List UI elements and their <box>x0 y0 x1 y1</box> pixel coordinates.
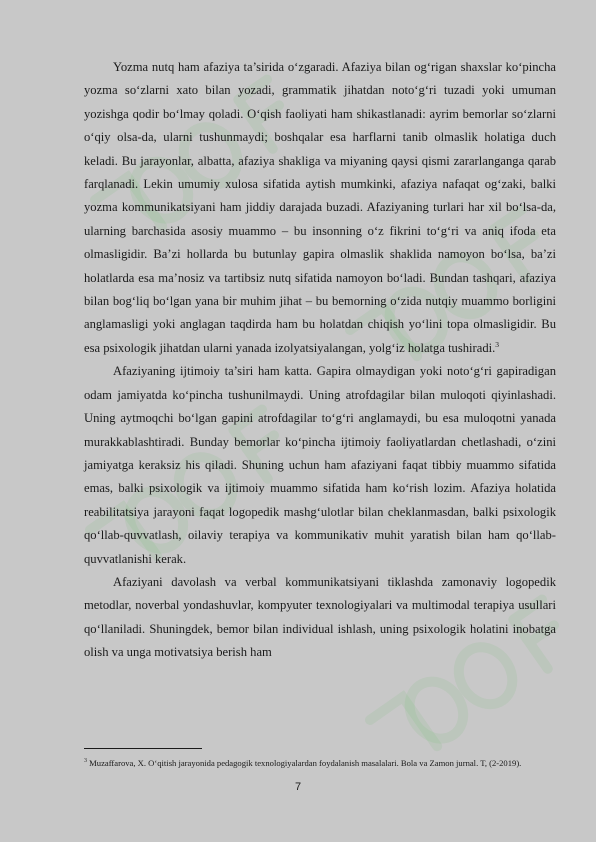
footnote-text: Muzaffarova, X. O‘qitish jarayonida pedagogik texnologiyalardan foydalanish masalalari. Bola va Zamon jurnal. T, (2-2019). <box>87 757 522 768</box>
footnote-separator <box>84 748 202 749</box>
paragraph-2: Afaziyaning ijtimoiy ta’siri ham katta. Gapira olmaydigan yoki noto‘g‘ri gapiradigan odam jamiyatda ko‘pincha tushunilmaydi. Uning atrofdagilar bilan muloqoti qiyinlashadi. Uning aytmoqchi bo‘lgan gapini atrofdagilar to‘g‘ri anglamaydi, bu esa muloqotni yanada murakkablashtiradi. Bunday bemorlar ko‘pincha ijtimoiy faoliyatlardan chetlashadi, o‘zini jamiyatga keraksiz his qiladi. Shuning uchun ham afaziyani faqat tibbiy muammo sifatida emas, balki psixologik va ijtimoiy muammo sifatida ham ko‘rish lozim. Afaziya holatida reabilitatsiya jarayoni faqat logopedik mashg‘ulotlar bilan cheklanmasdan, balki psixologik qo‘llab-quvvatlash, oilaviy terapiya va kommunikativ muhit yaratish bilan ham qo‘llab-quvvatlanishi kerak. <box>84 364 556 566</box>
footnote <box>84 755 556 769</box>
footnote-marker: 3 <box>84 758 87 764</box>
footnote-reference[interactable]: 3 <box>495 339 500 349</box>
document-page <box>84 56 556 665</box>
paragraph-3: Afaziyani davolash va verbal kommunikatsiyani tiklashda zamonaviy logopedik metodlar, noverbal yondashuvlar, kompyuter texnologiyalari va multimodal terapiya usullari qo‘llaniladi. Shuningdek, bemor bilan individual ishlash, uning psixologik holatini inobatga olish va unga motivatsiya berish ham <box>84 574 556 660</box>
paragraph-1 <box>84 56 556 360</box>
paragraph-1-text: Yozma nutq ham afaziya ta’sirida o‘zgaradi. Afaziya bilan og‘rigan shaxslar ko‘pincha yozma so‘zlarni xato bilan yozadi, grammatik jihatdan noto‘g‘ri tuzadi yoki umuman yozishga qodir bo‘lmay qoladi. O‘qish faoliyati ham shikastlanadi: ayrim bemorlar so‘zlarni o‘qiy olsa-da, ularni tushunmaydi; boshqalar esa harflarni tanib olmaslik holatiga duch keladi. Bu jarayonlar, albatta, afaziya shakliga va miyaning qaysi qismi zararlanganga qarab farqlanadi. Lekin umumiy xulosa sifatida aytish mumkinki, afaziya nafaqat og‘zaki, balki yozma kommunikatsiyani ham jiddiy darajada buzadi. Afaziyaning turlari har xil bo‘lsa-da, ularning barchasida asosiy muammo – bu insonning o‘z fikrini to‘g‘ri va aniq ifoda eta olmasligidir. Ba’zi hollarda bu butunlay gapira olmaslik shaklida namoyon bo‘lsa, ba’zi holatlarda esa ma’nosiz va tartibsiz nutq sifatida namoyon bo‘ladi. Bundan tashqari, afaziya bilan bog‘liq bo‘lgan yana bir muhim jihat – bu bemorning o‘zida nutqiy muammo borligini anglamasligi yoki anglagan taqdirda ham bu holatdan chiqish yo‘lini topa olmasligidir. Bu esa psixologik jihatdan ularni yanada izolyatsiyalangan, yolg‘iz holatga tushiradi. <box>84 60 556 355</box>
page-number: 7 <box>294 781 302 793</box>
